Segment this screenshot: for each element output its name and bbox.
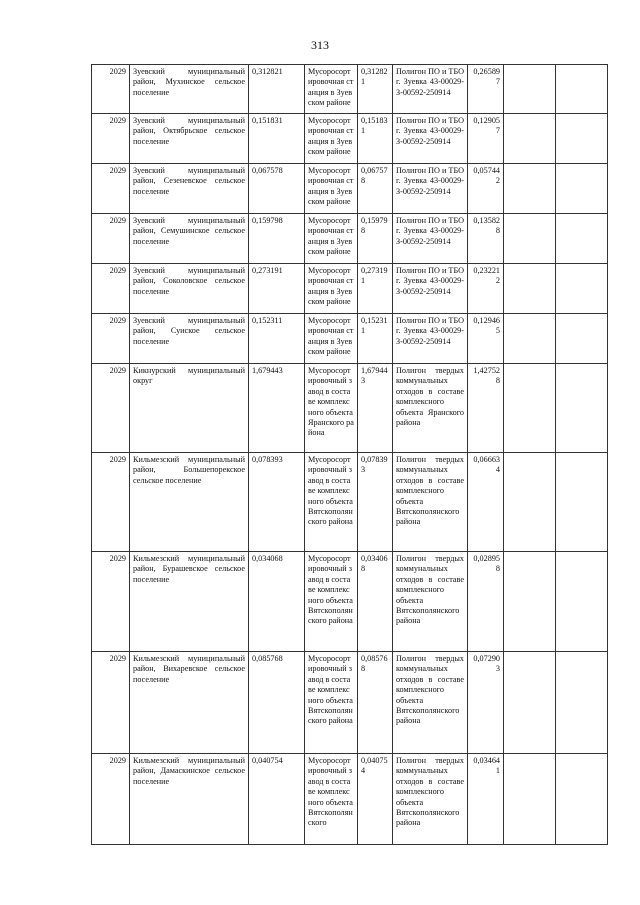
municipality-cell: [130, 754, 249, 845]
residual-cell: [468, 364, 504, 453]
year-cell: 2029: [92, 214, 130, 264]
municipality-cell: [130, 552, 249, 652]
processed-mass-cell: [358, 453, 393, 552]
table-row: [92, 552, 608, 652]
municipality-text: Кильмезский муниципальный район, Большепорекское сельское поселение: [133, 455, 245, 485]
destination-cell: [393, 314, 468, 364]
processing-object-text: Мусоросортировочный завод в составе комплексного объекта Яранского района: [308, 366, 354, 438]
empty-cell: [556, 314, 608, 364]
year-cell: 2029: [92, 754, 130, 845]
empty-cell: [556, 754, 608, 845]
residual-text: 0,265897: [473, 67, 500, 87]
municipality-text: Кильмезский муниципальный район, Вихаревское сельское поселение: [133, 654, 245, 684]
empty-cell: [556, 552, 608, 652]
processed-mass-text: 0,040754: [361, 756, 388, 776]
year-cell: 2029: [92, 364, 130, 453]
processing-object-cell: [305, 652, 358, 754]
residual-cell: [468, 652, 504, 754]
municipality-cell: [130, 453, 249, 552]
residual-cell: [468, 314, 504, 364]
destination-text: Полигон твердых коммунальных отходов в составе комплексного объекта Вятскополянского района: [396, 756, 464, 828]
year-cell: 2029: [92, 453, 130, 552]
table-row: [92, 114, 608, 164]
processing-object-text: Мусоросортировочный завод в составе комплексного объекта Вятскополянского района: [308, 455, 353, 527]
mass-cell: 0,152311: [249, 314, 305, 364]
empty-cell: [504, 264, 556, 314]
year-cell: 2029: [92, 552, 130, 652]
destination-cell: [393, 652, 468, 754]
waste-flow-table: [91, 64, 608, 845]
residual-cell: [468, 114, 504, 164]
mass-cell: 0,151831: [249, 114, 305, 164]
mass-cell: 0,067578: [249, 164, 305, 214]
municipality-cell: [130, 314, 249, 364]
processed-mass-cell: [358, 754, 393, 845]
table-row: [92, 652, 608, 754]
table-row: [92, 164, 608, 214]
empty-cell: [504, 214, 556, 264]
municipality-cell: [130, 264, 249, 314]
processed-mass-cell: [358, 364, 393, 453]
municipality-text: Зуевский муниципальный район, Суиское сельское поселение: [133, 316, 245, 346]
residual-cell: [468, 453, 504, 552]
empty-cell: [556, 652, 608, 754]
empty-cell: [504, 314, 556, 364]
destination-cell: [393, 364, 468, 453]
residual-cell: [468, 264, 504, 314]
year-cell: 2029: [92, 652, 130, 754]
destination-cell: [393, 453, 468, 552]
empty-cell: [504, 65, 556, 114]
page-number: 313: [311, 38, 329, 52]
table-row: [92, 314, 608, 364]
empty-cell: [556, 164, 608, 214]
destination-cell: [393, 264, 468, 314]
processing-object-text: Мусоросортировочная станция в Зуевском районе: [308, 67, 354, 108]
processing-object-cell: [305, 364, 358, 453]
empty-cell: [556, 114, 608, 164]
processing-object-cell: [305, 552, 358, 652]
destination-text: Полигон ПО и ТБО г. Зуевка 43-00029-З-00592-250914: [396, 266, 464, 296]
municipality-text: Зуевский муниципальный район, Соколовское сельское поселение: [133, 266, 245, 296]
year-cell: 2029: [92, 114, 130, 164]
table-row: [92, 754, 608, 845]
empty-cell: [504, 453, 556, 552]
residual-text: 0,129057: [473, 116, 500, 136]
mass-cell: 0,040754: [249, 754, 305, 845]
empty-cell: [556, 453, 608, 552]
processed-mass-text: 0,078393: [361, 455, 388, 475]
residual-cell: [468, 552, 504, 652]
processing-object-text: Мусоросортировочная станция в Зуевском районе: [308, 266, 354, 307]
empty-cell: [504, 552, 556, 652]
processing-object-text: Мусоросортировочный завод в составе комплексного объекта Вятскополянского: [308, 756, 353, 828]
processed-mass-text: 0,151831: [361, 116, 388, 136]
residual-text: 0,034641: [473, 756, 500, 776]
table-row: [92, 264, 608, 314]
destination-cell: [393, 114, 468, 164]
processing-object-cell: [305, 264, 358, 314]
processed-mass-text: 0,159798: [361, 216, 388, 236]
processing-object-cell: [305, 114, 358, 164]
mass-cell: 0,312821: [249, 65, 305, 114]
municipality-cell: [130, 214, 249, 264]
year-cell: 2029: [92, 65, 130, 114]
destination-text: Полигон ПО и ТБО г. Зуевка 43-00029-З-00592-250914: [396, 67, 464, 97]
municipality-text: Зуевский муниципальный район, Мухинское сельское поселение: [133, 67, 245, 97]
empty-cell: [504, 364, 556, 453]
municipality-cell: [130, 364, 249, 453]
mass-cell: 0,159798: [249, 214, 305, 264]
processing-object-cell: [305, 754, 358, 845]
table-row: [92, 453, 608, 552]
mass-cell: 1,679443: [249, 364, 305, 453]
destination-text: Полигон твердых коммунальных отходов в составе комплексного объекта Вятскополянского района: [396, 455, 464, 527]
processing-object-text: Мусоросортировочная станция в Зуевском районе: [308, 166, 354, 207]
processed-mass-cell: [358, 264, 393, 314]
empty-cell: [556, 264, 608, 314]
processing-object-cell: [305, 214, 358, 264]
processed-mass-text: 0,067578: [361, 166, 388, 186]
residual-text: 0,028958: [473, 554, 500, 574]
processed-mass-cell: [358, 164, 393, 214]
destination-text: Полигон ПО и ТБО г. Зуевка 43-00029-З-00592-250914: [396, 166, 464, 196]
processed-mass-cell: [358, 552, 393, 652]
processing-object-text: Мусоросортировочный завод в составе комплексного объекта Вятскополянского района: [308, 554, 353, 626]
destination-text: Полигон ПО и ТБО г. Зуевка 43-00029-З-00592-250914: [396, 116, 464, 146]
residual-text: 0,072903: [473, 654, 500, 674]
residual-cell: [468, 214, 504, 264]
processed-mass-text: 1,679443: [361, 366, 388, 386]
municipality-text: Зуевский муниципальный район, Сезеневское сельское поселение: [133, 166, 245, 196]
municipality-cell: [130, 652, 249, 754]
empty-cell: [504, 754, 556, 845]
processing-object-text: Мусоросортировочная станция в Зуевском районе: [308, 116, 354, 157]
empty-cell: [504, 114, 556, 164]
residual-text: 0,129465: [473, 316, 500, 336]
processed-mass-text: 0,312821: [361, 67, 388, 87]
residual-cell: [468, 65, 504, 114]
destination-cell: [393, 214, 468, 264]
residual-text: 1,427528: [473, 366, 500, 386]
table-row: [92, 65, 608, 114]
destination-text: Полигон ПО и ТБО г. Зуевка 43-00029-З-00592-250914: [396, 316, 464, 346]
processed-mass-cell: [358, 214, 393, 264]
mass-cell: 0,034068: [249, 552, 305, 652]
processing-object-text: Мусоросортировочный завод в составе комплексного объекта Вятскополянского района: [308, 654, 353, 726]
processing-object-cell: [305, 453, 358, 552]
municipality-cell: [130, 65, 249, 114]
processing-object-text: Мусоросортировочная станция в Зуевском районе: [308, 216, 354, 257]
destination-cell: [393, 754, 468, 845]
residual-text: 0,066634: [473, 455, 500, 475]
municipality-text: Зуевский муниципальный район, Семушинское сельское поселение: [133, 216, 245, 246]
destination-text: Полигон ПО и ТБО г. Зуевка 43-00029-З-00592-250914: [396, 216, 464, 246]
residual-text: 0,057442: [473, 166, 500, 186]
processed-mass-cell: [358, 652, 393, 754]
processing-object-cell: [305, 314, 358, 364]
mass-cell: 0,273191: [249, 264, 305, 314]
destination-text: Полигон твердых коммунальных отходов в составе комплексного объекта Вятскополянского района: [396, 654, 464, 726]
processed-mass-text: 0,152311: [361, 316, 388, 336]
table-row: [92, 364, 608, 453]
residual-cell: [468, 164, 504, 214]
processed-mass-text: 0,085768: [361, 654, 388, 674]
processed-mass-cell: [358, 314, 393, 364]
empty-cell: [504, 164, 556, 214]
residual-text: 0,232212: [473, 266, 500, 286]
residual-cell: [468, 754, 504, 845]
processed-mass-text: 0,273191: [361, 266, 388, 286]
municipality-text: Кильмезский муниципальный район, Дамаскинское сельское поселение: [133, 756, 245, 786]
table-row: [92, 214, 608, 264]
empty-cell: [556, 65, 608, 114]
processing-object-text: Мусоросортировочная станция в Зуевском районе: [308, 316, 354, 357]
destination-cell: [393, 552, 468, 652]
mass-cell: 0,078393: [249, 453, 305, 552]
processing-object-cell: [305, 164, 358, 214]
empty-cell: [556, 364, 608, 453]
processed-mass-text: 0,034068: [361, 554, 388, 574]
municipality-text: Кильмезский муниципальный район, Бурашевское сельское поселение: [133, 554, 245, 584]
municipality-text: Кикнурский муниципальный округ: [133, 366, 245, 386]
processed-mass-cell: [358, 114, 393, 164]
municipality-cell: [130, 164, 249, 214]
municipality-text: Зуевский муниципальный район, Октябрьское сельское поселение: [133, 116, 245, 146]
processing-object-cell: [305, 65, 358, 114]
destination-text: Полигон твердых коммунальных отходов в составе комплексного объекта Яранского района: [396, 366, 464, 428]
processed-mass-cell: [358, 65, 393, 114]
residual-text: 0,135828: [473, 216, 500, 236]
empty-cell: [504, 652, 556, 754]
year-cell: 2029: [92, 164, 130, 214]
destination-text: Полигон твердых коммунальных отходов в составе комплексного объекта Вятскополянского района: [396, 554, 464, 626]
destination-cell: [393, 164, 468, 214]
destination-cell: [393, 65, 468, 114]
municipality-cell: [130, 114, 249, 164]
mass-cell: 0,085768: [249, 652, 305, 754]
year-cell: 2029: [92, 264, 130, 314]
year-cell: 2029: [92, 314, 130, 364]
empty-cell: [556, 214, 608, 264]
